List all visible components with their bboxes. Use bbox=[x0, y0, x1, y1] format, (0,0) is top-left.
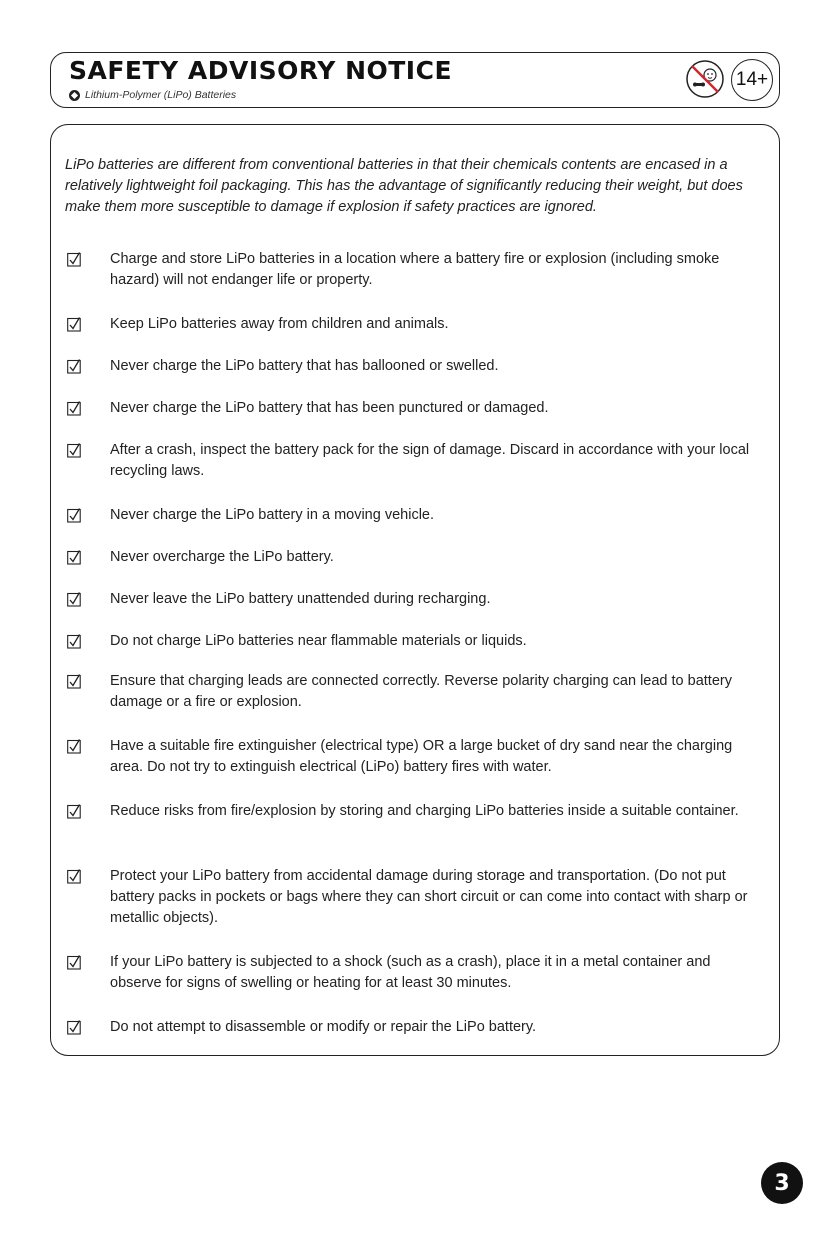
checkbox-checked-icon bbox=[67, 674, 82, 689]
list-item bbox=[67, 952, 767, 994]
list-item-text: Do not charge LiPo batteries near flammable materials or liquids. bbox=[110, 633, 527, 649]
checkbox-checked-icon bbox=[67, 634, 82, 649]
list-item bbox=[67, 547, 767, 568]
checkbox-checked-icon bbox=[67, 869, 82, 884]
header-box bbox=[50, 52, 780, 108]
checkbox-checked-icon bbox=[67, 359, 82, 374]
star-bullet-icon bbox=[69, 90, 80, 101]
no-small-children-icon bbox=[685, 59, 725, 99]
list-item bbox=[67, 866, 767, 929]
checkbox-checked-icon bbox=[67, 252, 82, 267]
checkbox-checked-icon bbox=[67, 317, 82, 332]
subtitle: Lithium-Polymer (LiPo) Batteries bbox=[85, 89, 237, 101]
list-item-text: After a crash, inspect the battery pack for the sign of damage. Discard in accordance with your local recycling laws. bbox=[110, 442, 750, 479]
checkbox-checked-icon bbox=[67, 550, 82, 565]
list-item-text: Have a suitable fire extinguisher (electrical type) OR a large bucket of dry sand near the charging area. Do not try to extinguish electrical (LiPo) battery fires with water. bbox=[110, 738, 733, 775]
checkbox-checked-icon bbox=[67, 443, 82, 458]
list-item-text: Never charge the LiPo battery that has ballooned or swelled. bbox=[110, 358, 499, 374]
list-item-text: If your LiPo battery is subjected to a shock (such as a crash), place it in a metal container and observe for signs of swelling or heating for at least 30 minutes. bbox=[110, 954, 711, 991]
list-item-text: Never charge the LiPo battery that has been punctured or damaged. bbox=[110, 400, 549, 416]
list-item bbox=[67, 314, 767, 335]
checkbox-checked-icon bbox=[67, 401, 82, 416]
list-item bbox=[67, 505, 767, 526]
subtitle-row bbox=[69, 89, 236, 101]
list-item bbox=[67, 736, 767, 778]
list-item-text: Charge and store LiPo batteries in a location where a battery fire or explosion (including smoke hazard) will not endanger life or property. bbox=[110, 251, 720, 288]
checkbox-checked-icon bbox=[67, 804, 82, 819]
list-item bbox=[67, 356, 767, 377]
checkbox-checked-icon bbox=[67, 955, 82, 970]
list-item-text: Reduce risks from fire/explosion by storing and charging LiPo batteries inside a suitable container. bbox=[110, 803, 739, 819]
checkbox-checked-icon bbox=[67, 508, 82, 523]
checkbox-checked-icon bbox=[67, 739, 82, 754]
list-item bbox=[67, 249, 767, 291]
list-item-text: Never overcharge the LiPo battery. bbox=[110, 549, 334, 565]
list-item bbox=[67, 398, 767, 419]
list-item bbox=[67, 801, 767, 822]
age-badge: 14+ bbox=[731, 59, 773, 101]
content-box bbox=[50, 124, 780, 1056]
list-item-text: Ensure that charging leads are connected correctly. Reverse polarity charging can lead to battery damage or a fire or explosion. bbox=[110, 673, 732, 710]
list-item bbox=[67, 631, 767, 652]
page-title: SAFETY ADVISORY NOTICE bbox=[69, 56, 453, 85]
intro-paragraph: LiPo batteries are different from conventional batteries in that their chemicals contents are encased in a relatively lightweight foil packaging. This has the advantage of significantly reducing their weight, but does make them more susceptible to damage if explosion if safety practices are ignored. bbox=[65, 157, 743, 215]
list-item-text: Do not attempt to disassemble or modify or repair the LiPo battery. bbox=[110, 1019, 537, 1035]
list-item-text: Protect your LiPo battery from accidental damage during storage and transportation. (Do not put battery packs in pockets or bags where they can short circuit or can come into contact with sharp or metallic objects). bbox=[110, 868, 748, 926]
list-item bbox=[67, 671, 767, 713]
list-item bbox=[67, 440, 767, 482]
list-item bbox=[67, 589, 767, 610]
checkbox-checked-icon bbox=[67, 592, 82, 607]
list-item-text: Never leave the LiPo battery unattended during recharging. bbox=[110, 591, 491, 607]
checkbox-checked-icon bbox=[67, 1020, 82, 1035]
safety-list bbox=[51, 125, 779, 1055]
list-item-text: Keep LiPo batteries away from children and animals. bbox=[110, 316, 449, 332]
list-item bbox=[67, 1017, 767, 1038]
list-item-text: Never charge the LiPo battery in a moving vehicle. bbox=[110, 507, 435, 523]
page-number: 3 bbox=[761, 1162, 803, 1204]
